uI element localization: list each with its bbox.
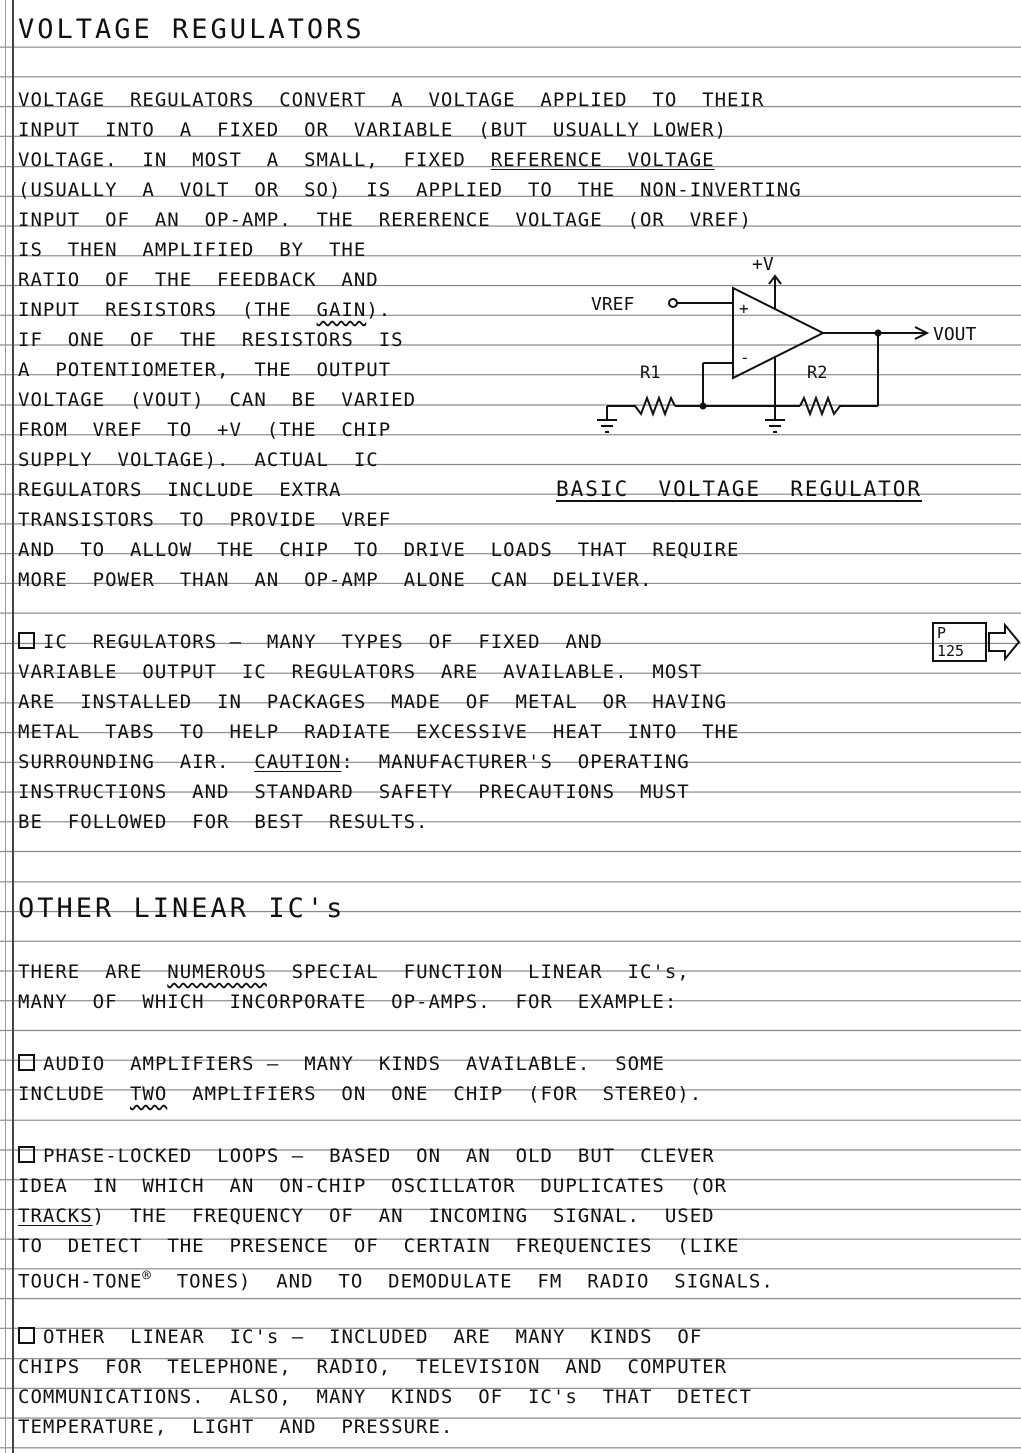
arrow-right-icon	[987, 623, 1021, 661]
audio-line-1-text: AUDIO AMPLIFIERS — MANY KINDS AVAILABLE. SOME	[43, 1053, 665, 1075]
section-title-voltage-regulators: VOLTAGE REGULATORS	[18, 14, 365, 45]
para1-line-9: IF ONE OF THE RESISTORS IS	[18, 329, 404, 351]
pll-line-1-text: PHASE-LOCKED LOOPS — BASED ON AN OLD BUT CLEVER	[43, 1145, 715, 1167]
voltage-regulator-circuit	[585, 248, 1005, 448]
para1-line-8	[18, 298, 518, 322]
circuit-caption: BASIC VOLTAGE REGULATOR	[556, 477, 923, 501]
page-reference[interactable]	[932, 622, 1021, 662]
numerous-term: NUMEROUS	[167, 961, 267, 983]
ic-regulators-line-3: ARE INSTALLED IN PACKAGES MADE OF METAL OR HAVING	[18, 691, 728, 713]
touch-tone-term: TOUCH-TONE	[18, 1270, 143, 1293]
other-linear-line-1-text: OTHER LINEAR IC's — INCLUDED ARE MANY KINDS OF	[43, 1326, 703, 1348]
ic-regulators-line-1	[18, 630, 1008, 654]
resistor-r2	[800, 398, 878, 414]
para1-line-12: FROM VREF TO +V (THE CHIP	[18, 419, 392, 441]
gain-term: GAIN	[316, 299, 367, 321]
vplus-label: +V	[752, 254, 774, 275]
para1-line-11: VOLTAGE (VOUT) CAN BE VARIED	[18, 389, 417, 411]
para1-line-1: VOLTAGE REGULATORS CONVERT A VOLTAGE APPLIED TO THEIR	[18, 89, 765, 111]
registered-mark: ®	[142, 1268, 152, 1284]
section-title-other-linear-ics: OTHER LINEAR IC's	[18, 893, 346, 924]
checkbox-icon	[18, 1327, 35, 1344]
para1-line-17: MORE POWER THAN AN OP-AMP ALONE CAN DELIVER.	[18, 569, 653, 591]
para1-line-16: AND TO ALLOW THE CHIP TO DRIVE LOADS THAT REQUIRE	[18, 539, 740, 561]
plus-sign: +	[739, 299, 749, 318]
other-intro-line-2: MANY OF WHICH INCORPORATE OP-AMPS. FOR EXAMPLE:	[18, 991, 678, 1013]
audio-line-2	[18, 1082, 1008, 1106]
para1-line-3	[18, 148, 1008, 172]
para1-line-13: SUPPLY VOLTAGE). ACTUAL IC	[18, 449, 379, 471]
pll-line-5	[18, 1264, 1008, 1293]
resistor-r1	[607, 398, 675, 414]
page-margin-line-outer	[5, 0, 6, 1453]
para1-line-5: INPUT OF AN OP-AMP. THE RERERENCE VOLTAGE (OR VREF)	[18, 209, 752, 231]
minus-sign: -	[740, 348, 750, 367]
two-term: TWO	[129, 1083, 168, 1105]
para1-line-8-text: INPUT RESISTORS (THE	[18, 299, 317, 321]
other-intro-line-1	[18, 960, 1008, 984]
audio-line-2-text: INCLUDE	[18, 1083, 130, 1105]
pll-line-3-text: ) THE FREQUENCY OF AN INCOMING SIGNAL. USED	[92, 1205, 715, 1227]
page-margin-line	[12, 0, 14, 1453]
junction-dot-out	[875, 330, 882, 337]
tracks-term: TRACKS	[18, 1205, 93, 1227]
ic-regulators-line-6: INSTRUCTIONS AND STANDARD SAFETY PRECAUTIONS MUST	[18, 781, 690, 803]
para1-line-10: A POTENTIOMETER, THE OUTPUT	[18, 359, 392, 381]
ic-regulators-line-5-end: : MANUFACTURER'S OPERATING	[341, 751, 690, 773]
reference-voltage-term: REFERENCE VOLTAGE	[490, 149, 715, 171]
vref-terminal	[669, 299, 677, 307]
para1-line-3-text: VOLTAGE. IN MOST A SMALL, FIXED	[18, 149, 491, 171]
junction-dot-r1	[700, 403, 707, 410]
para1-line-8-end: ).	[366, 299, 392, 321]
other-intro-line-1-text: THERE ARE	[18, 961, 168, 983]
audio-line-2-end: AMPLIFIERS ON ONE CHIP (FOR STEREO).	[167, 1083, 703, 1105]
para1-line-14: REGULATORS INCLUDE EXTRA	[18, 479, 342, 501]
para1-line-15: TRANSISTORS TO PROVIDE VREF	[18, 509, 392, 531]
other-intro-line-1-end: SPECIAL FUNCTION LINEAR IC's,	[266, 961, 690, 983]
other-linear-line-2: CHIPS FOR TELEPHONE, RADIO, TELEVISION AND COMPUTER	[18, 1356, 728, 1378]
ic-regulators-line-2: VARIABLE OUTPUT IC REGULATORS ARE AVAILABLE. MOST	[18, 661, 703, 683]
pll-line-3	[18, 1204, 1008, 1228]
ic-regulators-heading: IC REGULATORS —	[43, 631, 243, 653]
para1-line-7: RATIO OF THE FEEDBACK AND	[18, 269, 379, 291]
other-linear-line-4: TEMPERATURE, LIGHT AND PRESSURE.	[18, 1416, 454, 1438]
ic-regulators-line-5-text: SURROUNDING AIR.	[18, 751, 255, 773]
pll-line-1	[18, 1144, 1008, 1168]
para1-line-4: (USUALLY A VOLT OR SO) IS APPLIED TO THE NON-INVERTING	[18, 179, 802, 201]
ic-regulators-line-1-text: MANY TYPES OF FIXED AND	[242, 631, 603, 653]
checkbox-icon	[18, 1146, 35, 1163]
page-ref-label: P 125	[932, 622, 987, 662]
audio-line-1	[18, 1052, 1008, 1076]
caution-term: CAUTION	[254, 751, 342, 773]
para1-line-6: IS THEN AMPLIFIED BY THE	[18, 239, 367, 261]
r1-label: R1	[640, 363, 661, 383]
pll-line-5-text: TONES) AND TO DEMODULATE FM RADIO SIGNALS.	[151, 1270, 774, 1293]
checkbox-icon	[18, 1054, 35, 1071]
ic-regulators-line-4: METAL TABS TO HELP RADIATE EXCESSIVE HEAT INTO THE	[18, 721, 740, 743]
checkbox-icon	[18, 632, 35, 649]
para1-line-2: INPUT INTO A FIXED OR VARIABLE (BUT USUALLY LOWER)	[18, 119, 728, 141]
other-linear-line-1	[18, 1325, 1008, 1349]
ic-regulators-line-7: BE FOLLOWED FOR BEST RESULTS.	[18, 811, 429, 833]
ic-regulators-line-5	[18, 750, 1008, 774]
pll-line-4: TO DETECT THE PRESENCE OF CERTAIN FREQUENCIES (LIKE	[18, 1235, 740, 1257]
vout-label: VOUT	[933, 324, 977, 345]
r2-label: R2	[807, 363, 828, 383]
pll-line-2: IDEA IN WHICH AN ON-CHIP OSCILLATOR DUPLICATES (OR	[18, 1175, 728, 1197]
vref-label: VREF	[591, 294, 635, 315]
other-linear-line-3: COMMUNICATIONS. ALSO, MANY KINDS OF IC's THAT DETECT	[18, 1386, 752, 1408]
